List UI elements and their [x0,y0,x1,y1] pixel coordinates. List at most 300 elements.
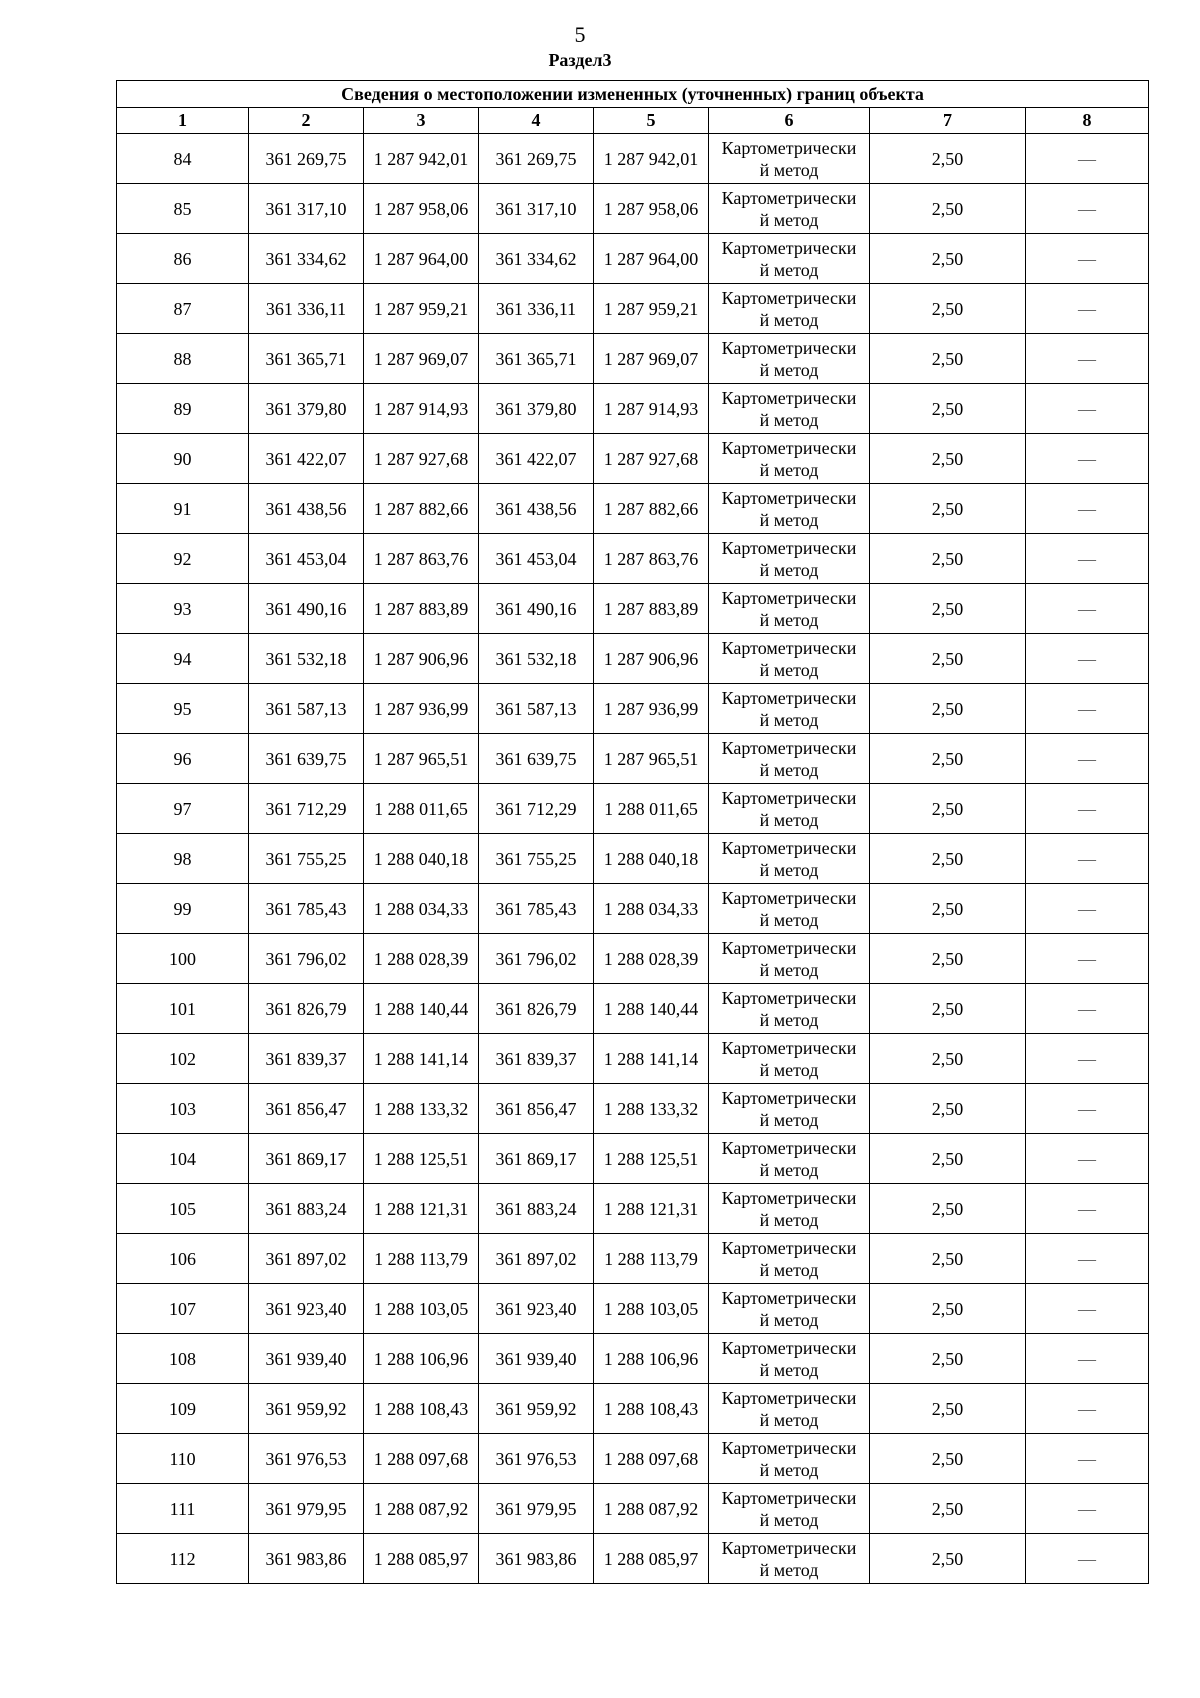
y-new-cell: 1 288 040,18 [594,834,709,884]
y-new-cell: 1 287 882,66 [594,484,709,534]
method-line: й метод [759,209,819,230]
description-cell: — [1026,584,1149,634]
method-line: Картометрически [721,1387,857,1408]
method-line: й метод [759,959,819,980]
y-old-cell: 1 288 141,14 [364,1034,479,1084]
method-line: й метод [759,659,819,680]
y-new-cell: 1 288 011,65 [594,784,709,834]
table-row [117,434,1149,484]
x-new-cell: 361 438,56 [479,484,594,534]
table-row [117,184,1149,234]
y-new-cell: 1 287 936,99 [594,684,709,734]
accuracy-cell: 2,50 [870,934,1026,984]
method-cell [709,1334,870,1384]
accuracy-cell: 2,50 [870,1184,1026,1234]
table-row [117,1234,1149,1284]
accuracy-cell: 2,50 [870,984,1026,1034]
y-new-cell: 1 288 113,79 [594,1234,709,1284]
x-old-cell: 361 839,37 [249,1034,364,1084]
y-old-cell: 1 287 914,93 [364,384,479,434]
method-cell [709,284,870,334]
method-line: й метод [759,909,819,930]
method-cell [709,1434,870,1484]
x-old-cell: 361 269,75 [249,134,364,184]
method-cell [709,634,870,684]
x-new-cell: 361 796,02 [479,934,594,984]
x-new-cell: 361 379,80 [479,384,594,434]
method-cell [709,834,870,884]
method-cell [709,1284,870,1334]
point-number-cell: 112 [117,1534,249,1584]
method-line: й метод [759,1509,819,1530]
x-old-cell: 361 639,75 [249,734,364,784]
column-number: 5 [594,108,709,134]
accuracy-cell: 2,50 [870,1334,1026,1384]
method-line: й метод [759,309,819,330]
description-cell: — [1026,1134,1149,1184]
accuracy-cell: 2,50 [870,234,1026,284]
y-old-cell: 1 288 125,51 [364,1134,479,1184]
table-row [117,834,1149,884]
x-new-cell: 361 959,92 [479,1384,594,1434]
method-line: Картометрически [721,137,857,158]
y-old-cell: 1 288 087,92 [364,1484,479,1534]
accuracy-cell: 2,50 [870,734,1026,784]
point-number-cell: 96 [117,734,249,784]
method-line: Картометрически [721,437,857,458]
point-number-cell: 84 [117,134,249,184]
method-line: Картометрически [721,1337,857,1358]
table-row [117,284,1149,334]
table-row [117,1334,1149,1384]
point-number-cell: 94 [117,634,249,684]
x-new-cell: 361 269,75 [479,134,594,184]
column-number: 2 [249,108,364,134]
method-line: й метод [759,709,819,730]
method-line: й метод [759,809,819,830]
x-new-cell: 361 490,16 [479,584,594,634]
y-old-cell: 1 288 103,05 [364,1284,479,1334]
x-old-cell: 361 897,02 [249,1234,364,1284]
method-cell [709,384,870,434]
point-number-cell: 92 [117,534,249,584]
method-cell [709,1084,870,1134]
point-number-cell: 85 [117,184,249,234]
method-line: й метод [759,459,819,480]
column-number: 6 [709,108,870,134]
y-old-cell: 1 287 883,89 [364,584,479,634]
description-cell: — [1026,484,1149,534]
method-cell [709,434,870,484]
y-old-cell: 1 288 106,96 [364,1334,479,1384]
method-line: Картометрически [721,837,857,858]
method-line: й метод [759,409,819,430]
method-line: Картометрически [721,587,857,608]
method-cell [709,1034,870,1084]
x-new-cell: 361 869,17 [479,1134,594,1184]
method-cell [709,684,870,734]
method-line: Картометрически [721,237,857,258]
column-number: 1 [117,108,249,134]
y-old-cell: 1 287 906,96 [364,634,479,684]
method-line: Картометрически [721,737,857,758]
method-line: й метод [759,1409,819,1430]
table-row [117,1484,1149,1534]
method-cell [709,984,870,1034]
table-row [117,384,1149,434]
method-line: Картометрически [721,987,857,1008]
y-old-cell: 1 288 097,68 [364,1434,479,1484]
description-cell: — [1026,734,1149,784]
method-line: Картометрически [721,1137,857,1158]
x-old-cell: 361 979,95 [249,1484,364,1534]
accuracy-cell: 2,50 [870,1434,1026,1484]
accuracy-cell: 2,50 [870,784,1026,834]
method-line: Картометрически [721,387,857,408]
point-number-cell: 110 [117,1434,249,1484]
y-new-cell: 1 288 034,33 [594,884,709,934]
table-row [117,1434,1149,1484]
y-old-cell: 1 287 958,06 [364,184,479,234]
x-new-cell: 361 336,11 [479,284,594,334]
y-old-cell: 1 288 040,18 [364,834,479,884]
table-row [117,584,1149,634]
x-old-cell: 361 826,79 [249,984,364,1034]
x-new-cell: 361 422,07 [479,434,594,484]
y-new-cell: 1 287 964,00 [594,234,709,284]
y-new-cell: 1 287 863,76 [594,534,709,584]
point-number-cell: 91 [117,484,249,534]
table-row [117,484,1149,534]
accuracy-cell: 2,50 [870,1234,1026,1284]
x-old-cell: 361 365,71 [249,334,364,384]
x-new-cell: 361 712,29 [479,784,594,834]
x-new-cell: 361 587,13 [479,684,594,734]
accuracy-cell: 2,50 [870,384,1026,434]
accuracy-cell: 2,50 [870,884,1026,934]
x-old-cell: 361 712,29 [249,784,364,834]
method-cell [709,1134,870,1184]
accuracy-cell: 2,50 [870,134,1026,184]
method-line: Картометрически [721,487,857,508]
point-number-cell: 93 [117,584,249,634]
method-line: й метод [759,159,819,180]
accuracy-cell: 2,50 [870,684,1026,734]
method-line: Картометрически [721,1187,857,1208]
point-number-cell: 99 [117,884,249,934]
y-old-cell: 1 288 108,43 [364,1384,479,1434]
y-old-cell: 1 288 113,79 [364,1234,479,1284]
x-old-cell: 361 959,92 [249,1384,364,1434]
point-number-cell: 89 [117,384,249,434]
y-new-cell: 1 288 121,31 [594,1184,709,1234]
method-line: й метод [759,1109,819,1130]
method-line: Картометрически [721,637,857,658]
y-new-cell: 1 288 108,43 [594,1384,709,1434]
point-number-cell: 90 [117,434,249,484]
point-number-cell: 88 [117,334,249,384]
method-line: й метод [759,1209,819,1230]
x-new-cell: 361 979,95 [479,1484,594,1534]
column-number: 4 [479,108,594,134]
method-line: Картометрически [721,887,857,908]
y-new-cell: 1 288 140,44 [594,984,709,1034]
description-cell: — [1026,1034,1149,1084]
y-new-cell: 1 287 959,21 [594,284,709,334]
table-row [117,534,1149,584]
table-row [117,134,1149,184]
description-cell: — [1026,1234,1149,1284]
method-cell [709,334,870,384]
y-old-cell: 1 288 085,97 [364,1534,479,1584]
column-number: 8 [1026,108,1149,134]
point-number-cell: 105 [117,1184,249,1234]
y-old-cell: 1 287 927,68 [364,434,479,484]
accuracy-cell: 2,50 [870,584,1026,634]
y-old-cell: 1 287 936,99 [364,684,479,734]
accuracy-cell: 2,50 [870,1484,1026,1534]
y-new-cell: 1 288 097,68 [594,1434,709,1484]
y-new-cell: 1 288 085,97 [594,1534,709,1584]
y-new-cell: 1 287 965,51 [594,734,709,784]
x-old-cell: 361 334,62 [249,234,364,284]
method-line: й метод [759,1459,819,1480]
method-line: й метод [759,1009,819,1030]
y-new-cell: 1 288 028,39 [594,934,709,984]
method-line: й метод [759,759,819,780]
method-line: й метод [759,509,819,530]
point-number-cell: 109 [117,1384,249,1434]
point-number-cell: 86 [117,234,249,284]
x-old-cell: 361 438,56 [249,484,364,534]
method-line: Картометрически [721,1287,857,1308]
table-row [117,1284,1149,1334]
x-old-cell: 361 317,10 [249,184,364,234]
x-new-cell: 361 755,25 [479,834,594,884]
accuracy-cell: 2,50 [870,1534,1026,1584]
y-new-cell: 1 287 914,93 [594,384,709,434]
method-line: Картометрически [721,337,857,358]
method-cell [709,884,870,934]
x-old-cell: 361 587,13 [249,684,364,734]
method-cell [709,134,870,184]
method-cell [709,1484,870,1534]
method-line: Картометрически [721,937,857,958]
description-cell: — [1026,284,1149,334]
y-old-cell: 1 287 965,51 [364,734,479,784]
method-cell [709,1534,870,1584]
y-new-cell: 1 287 883,89 [594,584,709,634]
method-cell [709,784,870,834]
x-old-cell: 361 490,16 [249,584,364,634]
description-cell: — [1026,1184,1149,1234]
point-number-cell: 108 [117,1334,249,1384]
column-number-row [117,108,1149,134]
method-line: Картометрически [721,1037,857,1058]
accuracy-cell: 2,50 [870,1034,1026,1084]
section-title: Раздел3 [548,50,612,70]
table-row [117,1084,1149,1134]
accuracy-cell: 2,50 [870,1284,1026,1334]
description-cell: — [1026,1484,1149,1534]
y-new-cell: 1 288 133,32 [594,1084,709,1134]
method-line: Картометрически [721,1237,857,1258]
method-line: Картометрически [721,287,857,308]
method-line: Картометрически [721,187,857,208]
x-new-cell: 361 532,18 [479,634,594,684]
description-cell: — [1026,1084,1149,1134]
x-new-cell: 361 983,86 [479,1534,594,1584]
y-new-cell: 1 288 106,96 [594,1334,709,1384]
point-number-cell: 106 [117,1234,249,1284]
x-new-cell: 361 785,43 [479,884,594,934]
table-row [117,1034,1149,1084]
x-old-cell: 361 923,40 [249,1284,364,1334]
method-cell [709,534,870,584]
point-number-cell: 111 [117,1484,249,1534]
x-new-cell: 361 334,62 [479,234,594,284]
y-new-cell: 1 287 927,68 [594,434,709,484]
y-old-cell: 1 288 034,33 [364,884,479,934]
method-cell [709,1234,870,1284]
x-new-cell: 361 365,71 [479,334,594,384]
x-new-cell: 361 856,47 [479,1084,594,1134]
method-line: й метод [759,559,819,580]
x-old-cell: 361 336,11 [249,284,364,334]
point-number-cell: 95 [117,684,249,734]
y-old-cell: 1 288 133,32 [364,1084,479,1134]
accuracy-cell: 2,50 [870,1084,1026,1134]
method-cell [709,1184,870,1234]
description-cell: — [1026,234,1149,284]
description-cell: — [1026,784,1149,834]
method-line: Картометрически [721,537,857,558]
x-new-cell: 361 453,04 [479,534,594,584]
y-old-cell: 1 288 028,39 [364,934,479,984]
y-old-cell: 1 288 121,31 [364,1184,479,1234]
y-old-cell: 1 287 863,76 [364,534,479,584]
x-old-cell: 361 532,18 [249,634,364,684]
x-new-cell: 361 826,79 [479,984,594,1034]
description-cell: — [1026,884,1149,934]
point-number-cell: 97 [117,784,249,834]
method-line: Картометрически [721,787,857,808]
method-cell [709,1384,870,1434]
accuracy-cell: 2,50 [870,1134,1026,1184]
y-old-cell: 1 288 140,44 [364,984,479,1034]
description-cell: — [1026,534,1149,584]
y-new-cell: 1 288 125,51 [594,1134,709,1184]
y-old-cell: 1 287 942,01 [364,134,479,184]
table-row [117,634,1149,684]
accuracy-cell: 2,50 [870,184,1026,234]
description-cell: — [1026,934,1149,984]
method-cell [709,584,870,634]
table-row [117,784,1149,834]
table-row [117,684,1149,734]
x-old-cell: 361 869,17 [249,1134,364,1184]
y-old-cell: 1 287 964,00 [364,234,479,284]
description-cell: — [1026,1284,1149,1334]
description-cell: — [1026,1384,1149,1434]
x-old-cell: 361 422,07 [249,434,364,484]
column-number: 3 [364,108,479,134]
table-row [117,934,1149,984]
point-number-cell: 100 [117,934,249,984]
table-row [117,1534,1149,1584]
method-line: Картометрически [721,1437,857,1458]
coordinates-table [116,80,1149,1584]
point-number-cell: 98 [117,834,249,884]
table-caption: Сведения о местоположении измененных (уточненных) границ объекта [117,81,1149,108]
y-old-cell: 1 287 969,07 [364,334,479,384]
description-cell: — [1026,1434,1149,1484]
x-new-cell: 361 923,40 [479,1284,594,1334]
method-line: й метод [759,609,819,630]
x-new-cell: 361 976,53 [479,1434,594,1484]
description-cell: — [1026,334,1149,384]
y-new-cell: 1 288 103,05 [594,1284,709,1334]
x-new-cell: 361 883,24 [479,1184,594,1234]
description-cell: — [1026,384,1149,434]
y-new-cell: 1 287 969,07 [594,334,709,384]
y-new-cell: 1 287 958,06 [594,184,709,234]
x-old-cell: 361 796,02 [249,934,364,984]
y-new-cell: 1 288 087,92 [594,1484,709,1534]
accuracy-cell: 2,50 [870,284,1026,334]
x-old-cell: 361 379,80 [249,384,364,434]
description-cell: — [1026,1334,1149,1384]
method-line: й метод [759,1309,819,1330]
x-new-cell: 361 897,02 [479,1234,594,1284]
y-old-cell: 1 287 882,66 [364,484,479,534]
column-number: 7 [870,108,1026,134]
table-row [117,1134,1149,1184]
description-cell: — [1026,134,1149,184]
y-new-cell: 1 287 906,96 [594,634,709,684]
method-cell [709,234,870,284]
table-row [117,1384,1149,1434]
method-line: й метод [759,1359,819,1380]
x-old-cell: 361 939,40 [249,1334,364,1384]
x-old-cell: 361 755,25 [249,834,364,884]
point-number-cell: 102 [117,1034,249,1084]
page-number: 5 [574,22,586,47]
method-line: й метод [759,1059,819,1080]
method-line: Картометрически [721,687,857,708]
method-line: й метод [759,1559,819,1580]
x-new-cell: 361 839,37 [479,1034,594,1084]
table-row [117,984,1149,1034]
accuracy-cell: 2,50 [870,534,1026,584]
description-cell: — [1026,834,1149,884]
table-row [117,734,1149,784]
point-number-cell: 104 [117,1134,249,1184]
description-cell: — [1026,684,1149,734]
x-old-cell: 361 785,43 [249,884,364,934]
x-old-cell: 361 983,86 [249,1534,364,1584]
x-old-cell: 361 976,53 [249,1434,364,1484]
description-cell: — [1026,1534,1149,1584]
table-row [117,334,1149,384]
y-old-cell: 1 288 011,65 [364,784,479,834]
description-cell: — [1026,634,1149,684]
method-line: Картометрически [721,1487,857,1508]
y-new-cell: 1 288 141,14 [594,1034,709,1084]
method-line: й метод [759,859,819,880]
method-line: й метод [759,259,819,280]
method-cell [709,934,870,984]
